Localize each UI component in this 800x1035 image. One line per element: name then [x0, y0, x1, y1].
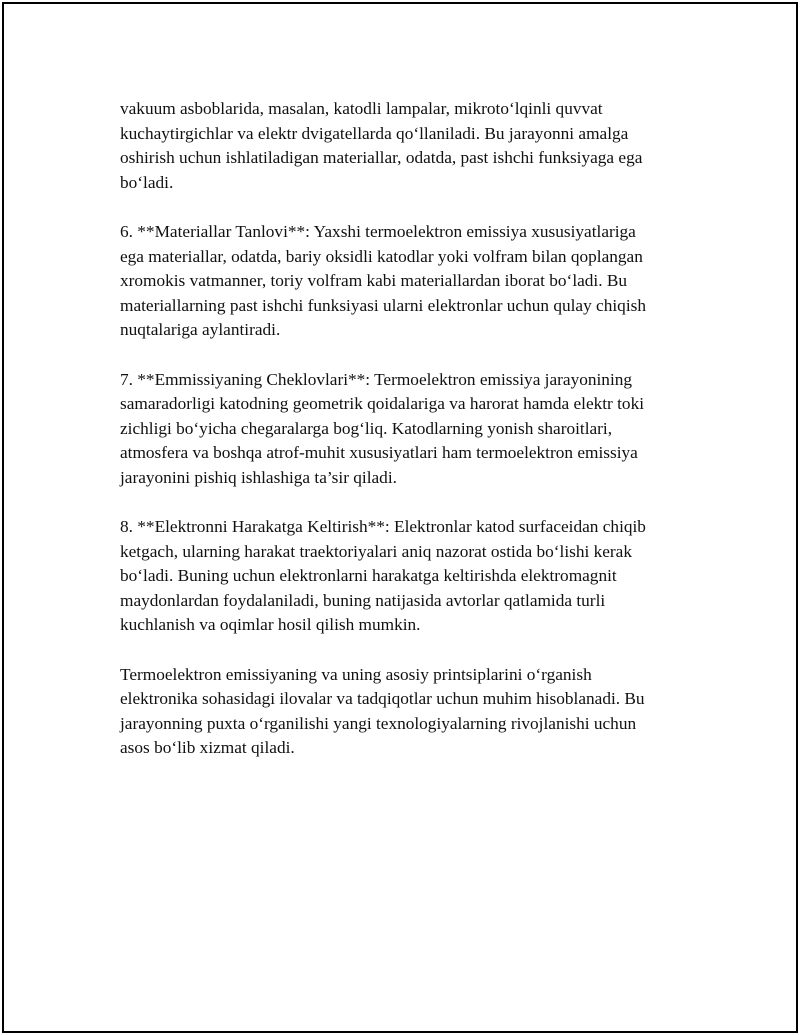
paragraph-conclusion: Termoelektron emissiyaning va uning asosiy printsiplarini o‘rganish elektronika sohasidagi ilovalar va tadqiqotlar uchun muhim hisoblanadi. Bu jarayonning puxta o‘rganilishi yangi texnologiyalarning rivojlanishi uchun asos bo‘lib xizmat qiladi. [120, 664, 645, 758]
paragraph-continuation: vakuum asboblarida, masalan, katodli lampalar, mikroto‘lqinli quvvat kuchaytirgichlar va elektr dvigatellarda qo‘llaniladi. Bu jarayonni amalga oshirish uchun ishlatiladigan materiallar, odatda, past ishchi funksiyaga ega bo‘ladi. [120, 99, 643, 192]
document-page [2, 2, 798, 1033]
paragraph-emission-limitations: 7. **Emmissiyaning Cheklovlari**: Termoelektron emissiya jarayonining samaradorligi katodning geometrik qoidalariga va harorat hamda elektr toki zichligi bo‘yicha chegaralarga bog‘liq. Katodlarning yonish sharoitlari, atmosfera va boshqa atrof-muhit xususiyatlari ham termoelektron emissiya jarayonini pishiq ishlashiga ta’sir qiladi. [120, 369, 645, 487]
paragraph-materials-selection: 6. **Materiallar Tanlovi**: Yaxshi termoelektron emissiya xususiyatlariga ega materiallar, odatda, bariy oksidli katodlar yoki volfram bilan qoplangan xromokis vatmanner, toriy volfram kabi materiallardan iborat bo‘ladi. Bu materiallarning past ishchi funksiyasi ularni elektronlar uchun qulay chiqish nuqtalariga aylantiradi. [120, 221, 646, 340]
document-body [120, 97, 690, 786]
paragraph-electron-motion: 8. **Elektronni Harakatga Keltirish**: Elektronlar katod surfaceidan chiqib ketgach, ularning harakat traektoriyalari aniq nazorat ostida bo‘lishi kerak bo‘ladi. Buning uchun elektronlarni harakatga keltirishda elektromagnit maydonlardan foydalaniladi, buning natijasida avtorlar qatlamida turli kuchlanish va oqimlar hosil qilish mumkin. [120, 517, 646, 635]
